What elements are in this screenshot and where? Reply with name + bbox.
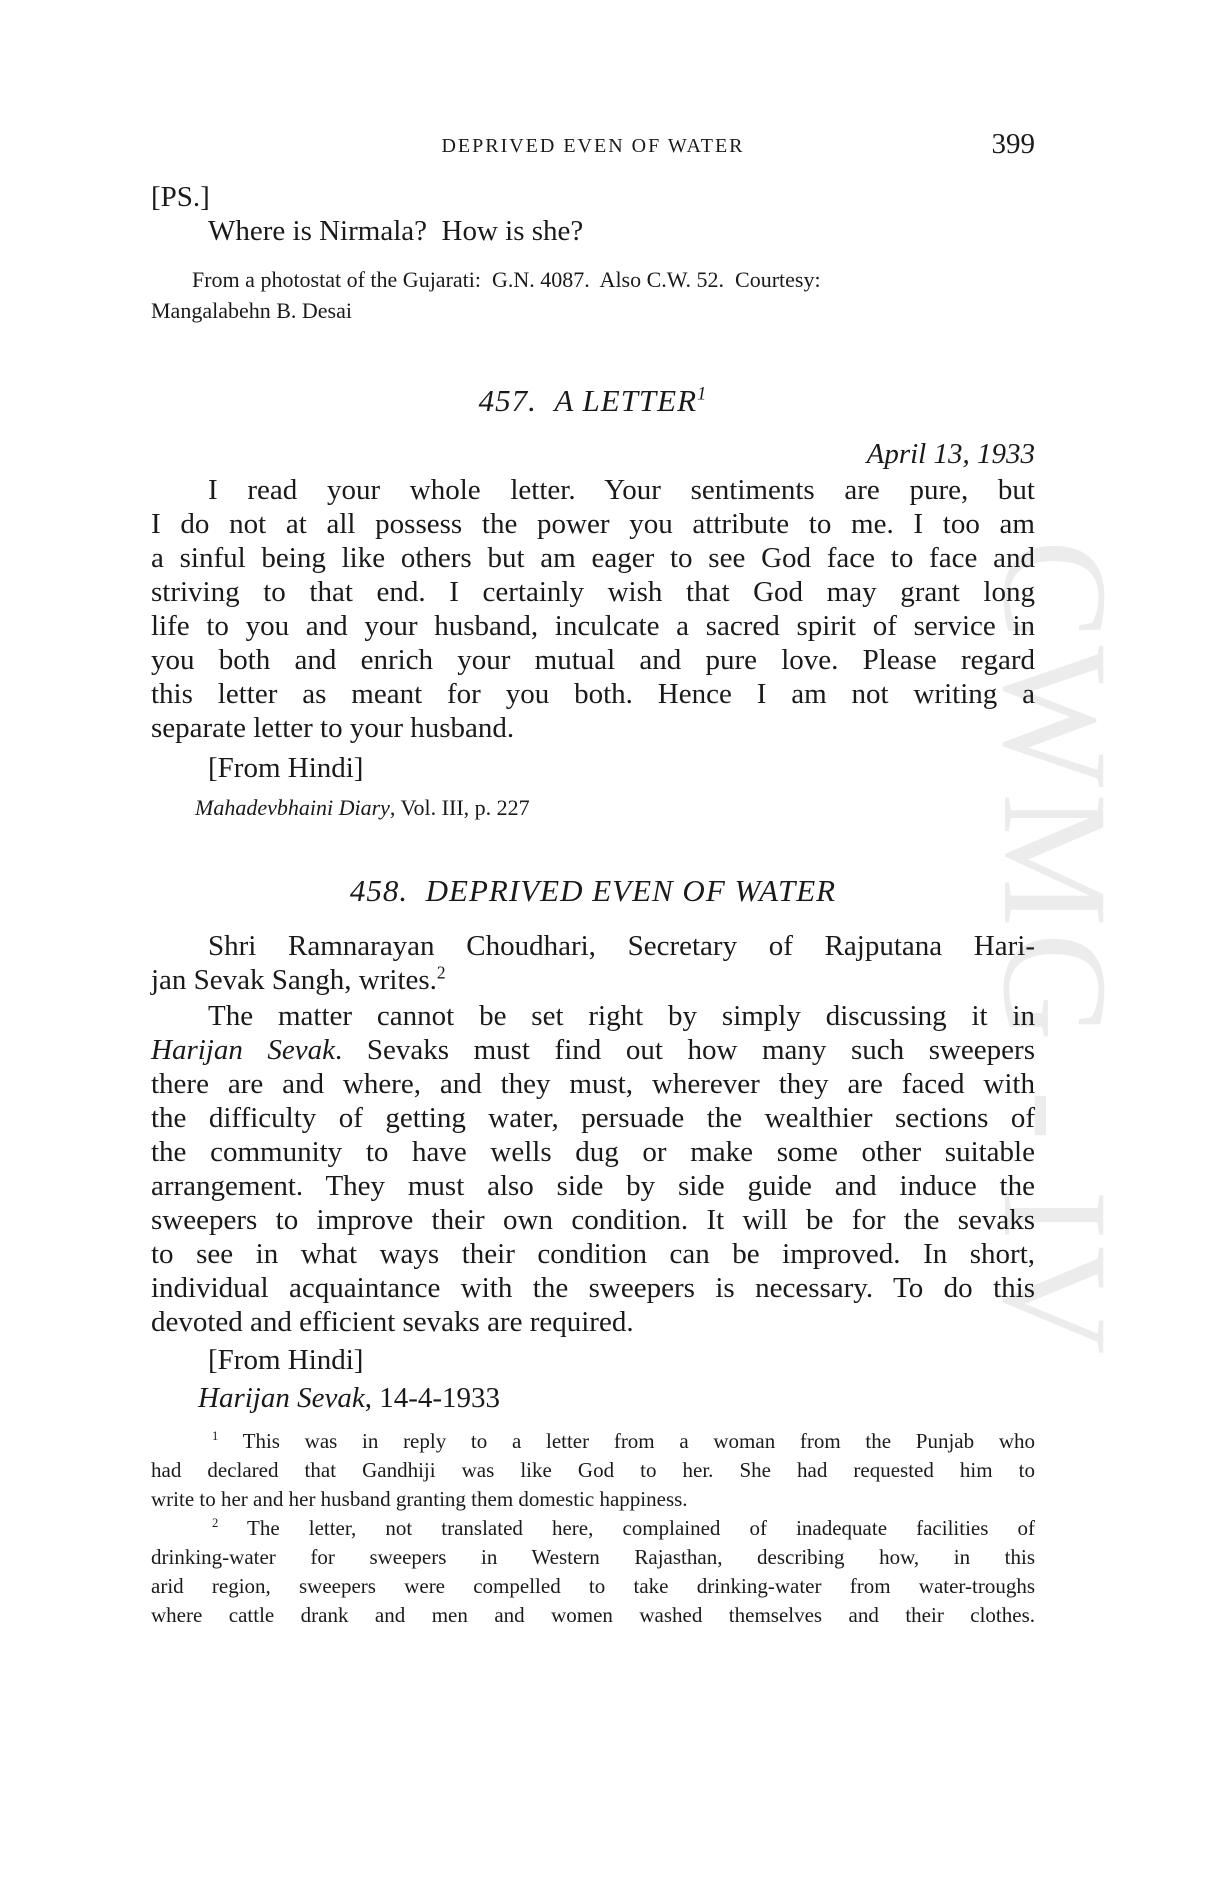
article-line: Shri Ramnarayan Choudhari, Secretary of Rajputana Hari-: [208, 930, 1035, 962]
source-title: Harijan Sevak: [198, 1382, 365, 1414]
letter-date: April 13, 1933: [866, 438, 1035, 470]
letter-line: a sinful being like others but am eager to see God face to face and: [151, 542, 1035, 574]
article-line: The matter cannot be set right by simply discussing it in: [208, 1000, 1035, 1032]
publication-title: Harijan Sevak: [151, 1034, 336, 1066]
section-title: DEPRIVED EVEN OF WATER: [425, 873, 837, 908]
footnote-ref: 1: [697, 383, 708, 405]
section-title: A LETTER: [554, 383, 698, 418]
section-number: 457.: [478, 383, 537, 418]
source-citation: [195, 793, 530, 822]
ps-source-line-1: From a photostat of the Gujarati: G.N. 4087. Also C.W. 52. Courtesy:: [192, 267, 821, 292]
article-line: the community to have wells dug or make some other suitable: [151, 1136, 1035, 1168]
letter-line: separate letter to your husband.: [151, 712, 515, 744]
footnote-mark: 2: [212, 1516, 219, 1530]
ps-text: Where is Nirmala? How is she?: [208, 215, 584, 247]
letter-line: you both and enrich your mutual and pure love. Please regard: [151, 644, 1035, 676]
section-number: 458.: [349, 873, 409, 908]
letter-line: I do not at all possess the power you attribute to me. I too am: [151, 508, 1035, 540]
from-hindi: [From Hindi]: [208, 1344, 364, 1376]
ps-label: [PS.]: [151, 181, 210, 213]
article-line: devoted and efficient sevaks are required.: [151, 1306, 634, 1338]
article-line: the difficulty of getting water, persuade the wealthier sections of: [151, 1102, 1035, 1134]
article-line: there are and where, and they must, wherever they are faced with: [151, 1068, 1035, 1100]
footnote-1-line: [212, 1427, 1035, 1456]
ps-source-line-2: Mangalabehn B. Desai: [151, 298, 352, 323]
footnote-2-line: drinking-water for sweepers in Western Rajasthan, describing how, in this: [151, 1545, 1035, 1569]
section-457-title: [151, 383, 1035, 419]
footnote-2-line: where cattle drank and men and women washed themselves and their clothes.: [151, 1603, 1035, 1627]
article-line: sweepers to improve their own condition. It will be for the sevaks: [151, 1204, 1035, 1236]
footnote-2-line: [212, 1514, 1035, 1543]
footnote-1-line: had declared that Gandhiji was like God to her. She had requested him to: [151, 1458, 1035, 1482]
footnote-mark: 1: [212, 1429, 219, 1443]
letter-line: I read your whole letter. Your sentiments are pure, but: [208, 474, 1035, 506]
footnote-text: The letter, not translated here, complained of inadequate facilities of: [247, 1516, 1035, 1540]
article-line: [151, 963, 446, 997]
source-ref: , Vol. III, p. 227: [389, 795, 530, 820]
footnote-2-line: arid region, sweepers were compelled to take drinking-water from water-troughs: [151, 1574, 1035, 1598]
article-text: . Sevaks must find out how many such sweepers: [335, 1034, 1035, 1066]
from-hindi: [From Hindi]: [208, 752, 364, 784]
article-text: jan Sevak Sangh, writes.: [151, 964, 437, 996]
footnote-1-line: write to her and her husband granting them domestic happiness.: [151, 1487, 688, 1511]
running-title: DEPRIVED EVEN OF WATER: [441, 135, 745, 157]
footnote-text: This was in reply to a letter from a woman from the Punjab who: [242, 1429, 1035, 1453]
page-number: 399: [991, 128, 1035, 160]
letter-line: this letter as meant for you both. Hence I am not writing a: [151, 678, 1035, 710]
article-line: individual acquaintance with the sweepers is necessary. To do this: [151, 1272, 1035, 1304]
article-line: to see in what ways their condition can be improved. In short,: [151, 1238, 1035, 1270]
article-line: [151, 1033, 1035, 1067]
source-title: Mahadevbhaini Diary: [195, 795, 390, 820]
source-ref: , 14-4-1933: [364, 1382, 501, 1414]
footnote-ref: 2: [436, 962, 446, 983]
article-line: arrangement. They must also side by side guide and induce the: [151, 1170, 1035, 1202]
letter-line: life to you and your husband, inculcate a sacred spirit of service in: [151, 610, 1035, 642]
section-458-title: [151, 873, 1035, 909]
letter-line: striving to that end. I certainly wish that God may grant long: [151, 576, 1035, 608]
source-citation: [198, 1381, 500, 1415]
watermark-text: CWMG - IV: [972, 539, 1138, 1361]
